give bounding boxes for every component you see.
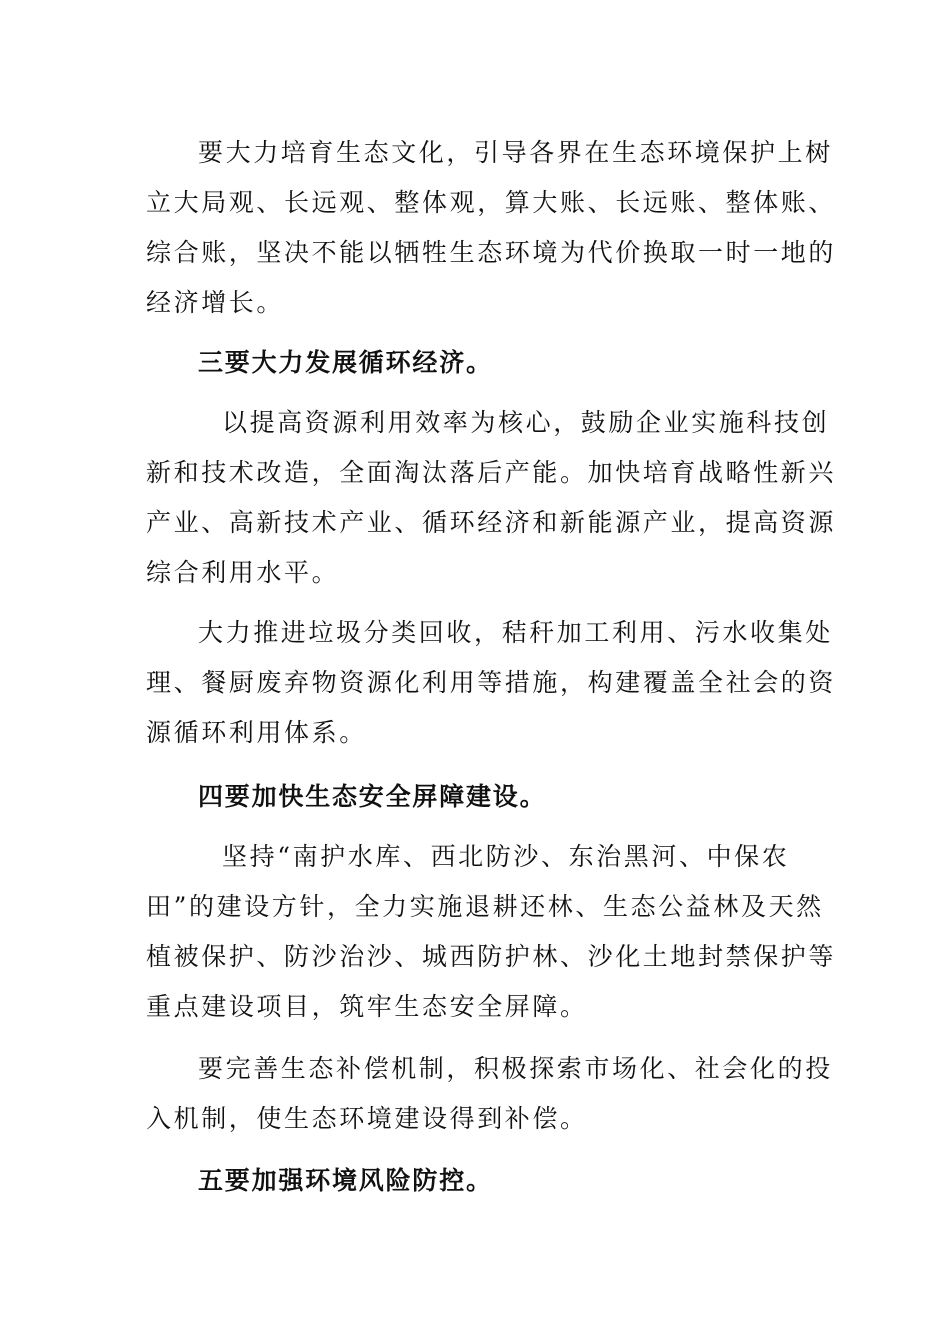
text-line: 立大局观、长远观、整体观，算大账、长远账、整体账、 xyxy=(146,188,837,217)
text-line: 经济增长。 xyxy=(146,288,285,317)
section-heading-circular-economy: 三要大力发展循环经济。 xyxy=(198,348,493,377)
section-heading-ecological-barrier: 四要加快生态安全屏障建设。 xyxy=(198,782,547,811)
text-line: 源循环利用体系。 xyxy=(146,718,367,747)
text-line: 以提高资源利用效率为核心，鼓励企业实施科技创 xyxy=(222,408,830,437)
section-heading-environmental-risk: 五要加强环境风险防控。 xyxy=(198,1166,493,1195)
text-line: 要完善生态补偿机制，积极探索市场化、社会化的投 xyxy=(198,1054,833,1083)
text-line: 理、餐厨废弃物资源化利用等措施，构建覆盖全社会的资 xyxy=(146,668,837,697)
text-line: 产业、高新技术产业、循环经济和新能源产业，提高资源 xyxy=(146,508,837,537)
text-line: 入机制，使生态环境建设得到补偿。 xyxy=(146,1104,588,1133)
text-line: 坚持“南护水库、西北防沙、东治黑河、中保农 xyxy=(222,842,790,871)
text-line: 要大力培育生态文化，引导各界在生态环境保护上树 xyxy=(198,138,833,167)
text-line: 田”的建设方针，全力实施退耕还林、生态公益林及天然 xyxy=(146,892,824,921)
text-line: 植被保护、防沙治沙、城西防护林、沙化土地封禁保护等 xyxy=(146,942,837,971)
text-line: 综合利用水平。 xyxy=(146,558,340,587)
text-line: 重点建设项目，筑牢生态安全屏障。 xyxy=(146,992,588,1021)
text-line: 新和技术改造，全面淘汰落后产能。加快培育战略性新兴 xyxy=(146,458,837,487)
text-line: 大力推进垃圾分类回收，秸秆加工利用、污水收集处 xyxy=(198,618,833,647)
text-line: 综合账，坚决不能以牺牲生态环境为代价换取一时一地的 xyxy=(146,238,837,267)
